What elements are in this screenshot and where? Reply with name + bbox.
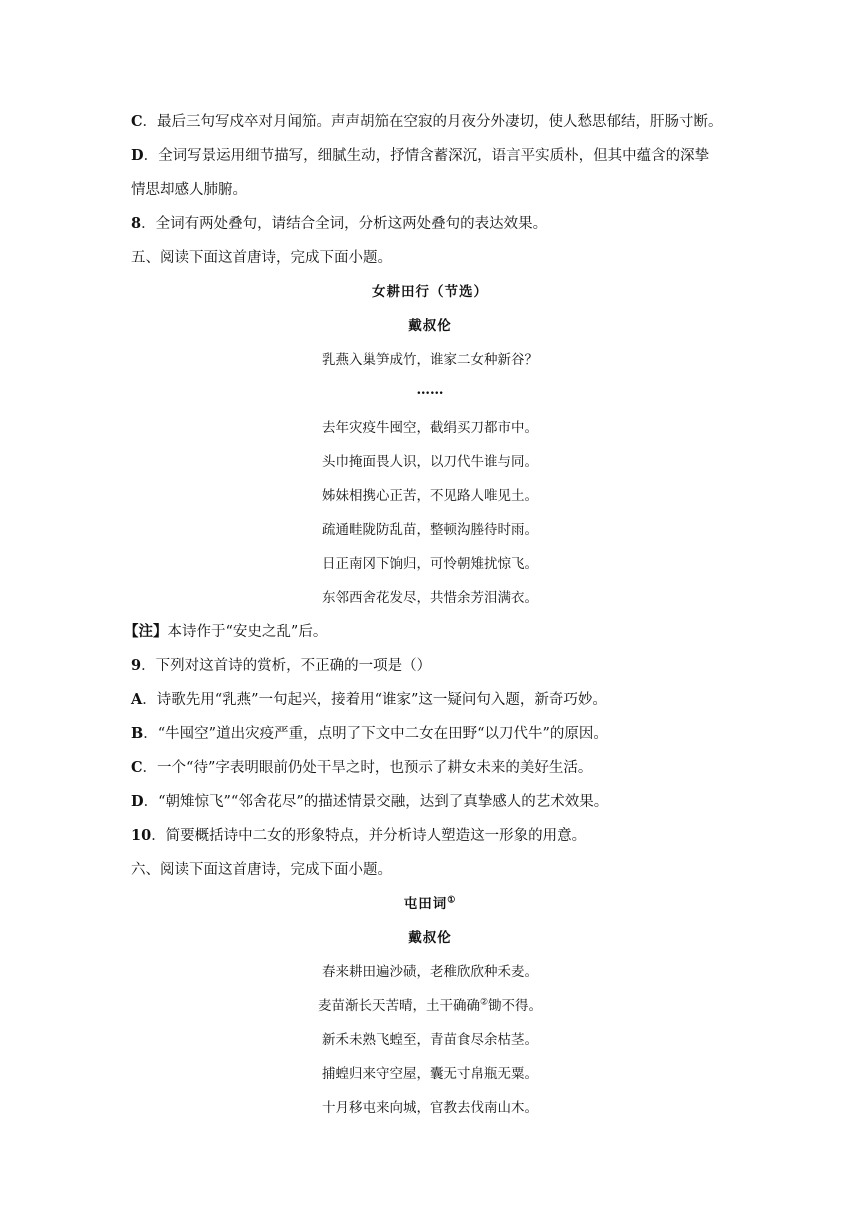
question-10: 10．简要概括诗中二女的形象特点，并分析诗人塑造这一形象的用意。 bbox=[131, 827, 587, 844]
note: 【注】本诗作于“安史之乱”后。 bbox=[124, 623, 328, 640]
poem-line: 新禾未熟飞蝗至，青苗食尽余枯茎。 bbox=[322, 1032, 538, 1048]
poem-line: 疏通畦陇防乱苗，整顿沟塍待时雨。 bbox=[322, 522, 538, 538]
option-b: B．“牛囤空”道出灾疫严重，点明了下文中二女在田野“以刀代牛”的原因。 bbox=[131, 725, 608, 742]
poem-line: 东邻西舍花发尽，共惜余芳泪满衣。 bbox=[322, 590, 538, 606]
poem-author-5: 戴叔伦 bbox=[408, 318, 452, 334]
poem-line: 乳燕入巢笋成竹，谁家二女种新谷？ bbox=[322, 352, 538, 368]
footnote-mark: ② bbox=[479, 997, 489, 1008]
poem-line: 日正南冈下饷归，可怜朝雉扰惊飞。 bbox=[322, 556, 538, 572]
option-c: C．一个“待”字表明眼前仍处干旱之时，也预示了耕女未来的美好生活。 bbox=[131, 759, 593, 776]
poem-line: 十月移屯来向城，官教去伐南山木。 bbox=[322, 1100, 538, 1116]
section-5-heading: 五、阅读下面这首唐诗，完成下面小题。 bbox=[131, 250, 392, 266]
poem-author-6: 戴叔伦 bbox=[408, 930, 452, 946]
poem-line: 捕蝗归来守空屋，囊无寸帛瓶无粟。 bbox=[322, 1066, 538, 1082]
poem-title-5: 女耕田行（节选） bbox=[372, 284, 488, 300]
option-a: A．诗歌先用“乳燕”一句起兴，接着用“谁家”这一疑问句入题，新奇巧妙。 bbox=[131, 691, 607, 708]
question-8: 8．全词有两处叠句，请结合全词，分析这两处叠句的表达效果。 bbox=[131, 215, 548, 232]
poem-line: 头巾掩面畏人识，以刀代牛谁与同。 bbox=[322, 454, 538, 470]
footnote-mark: ① bbox=[447, 895, 457, 906]
poem-title-6: 屯田词① bbox=[403, 895, 457, 912]
option-d: D．“朝雉惊飞”“邻舍花尽”的描述情景交融，达到了真挚感人的艺术效果。 bbox=[131, 793, 609, 810]
option-c-s4: C．最后三句写戍卒对月闻笳。声声胡笳在空寂的月夜分外凄切，使人愁思郁结，肝肠寸断。 bbox=[131, 113, 723, 130]
poem-ellipsis: …… bbox=[416, 382, 444, 398]
poem-line: 去年灾疫牛囤空，截绢买刀都市中。 bbox=[322, 420, 538, 436]
poem-line: 姊妹相携心正苦，不见路人唯见土。 bbox=[322, 488, 538, 504]
poem-line: 春来耕田遍沙碛，老稚欣欣种禾麦。 bbox=[322, 964, 538, 980]
poem-line: 麦苗渐长天苦晴，土干确确②锄不得。 bbox=[317, 997, 543, 1014]
option-d-s4: D．全词写景运用细节描写，细腻生动，抒情含蓄深沉，语言平实质朴，但其中蕴含的深挚 bbox=[131, 147, 710, 164]
section-6-heading: 六、阅读下面这首唐诗，完成下面小题。 bbox=[131, 862, 392, 878]
question-9: 9．下列对这首诗的赏析，不正确的一项是（） bbox=[131, 657, 432, 674]
option-d-s4-continued: 情思却感人肺腑。 bbox=[131, 182, 247, 198]
